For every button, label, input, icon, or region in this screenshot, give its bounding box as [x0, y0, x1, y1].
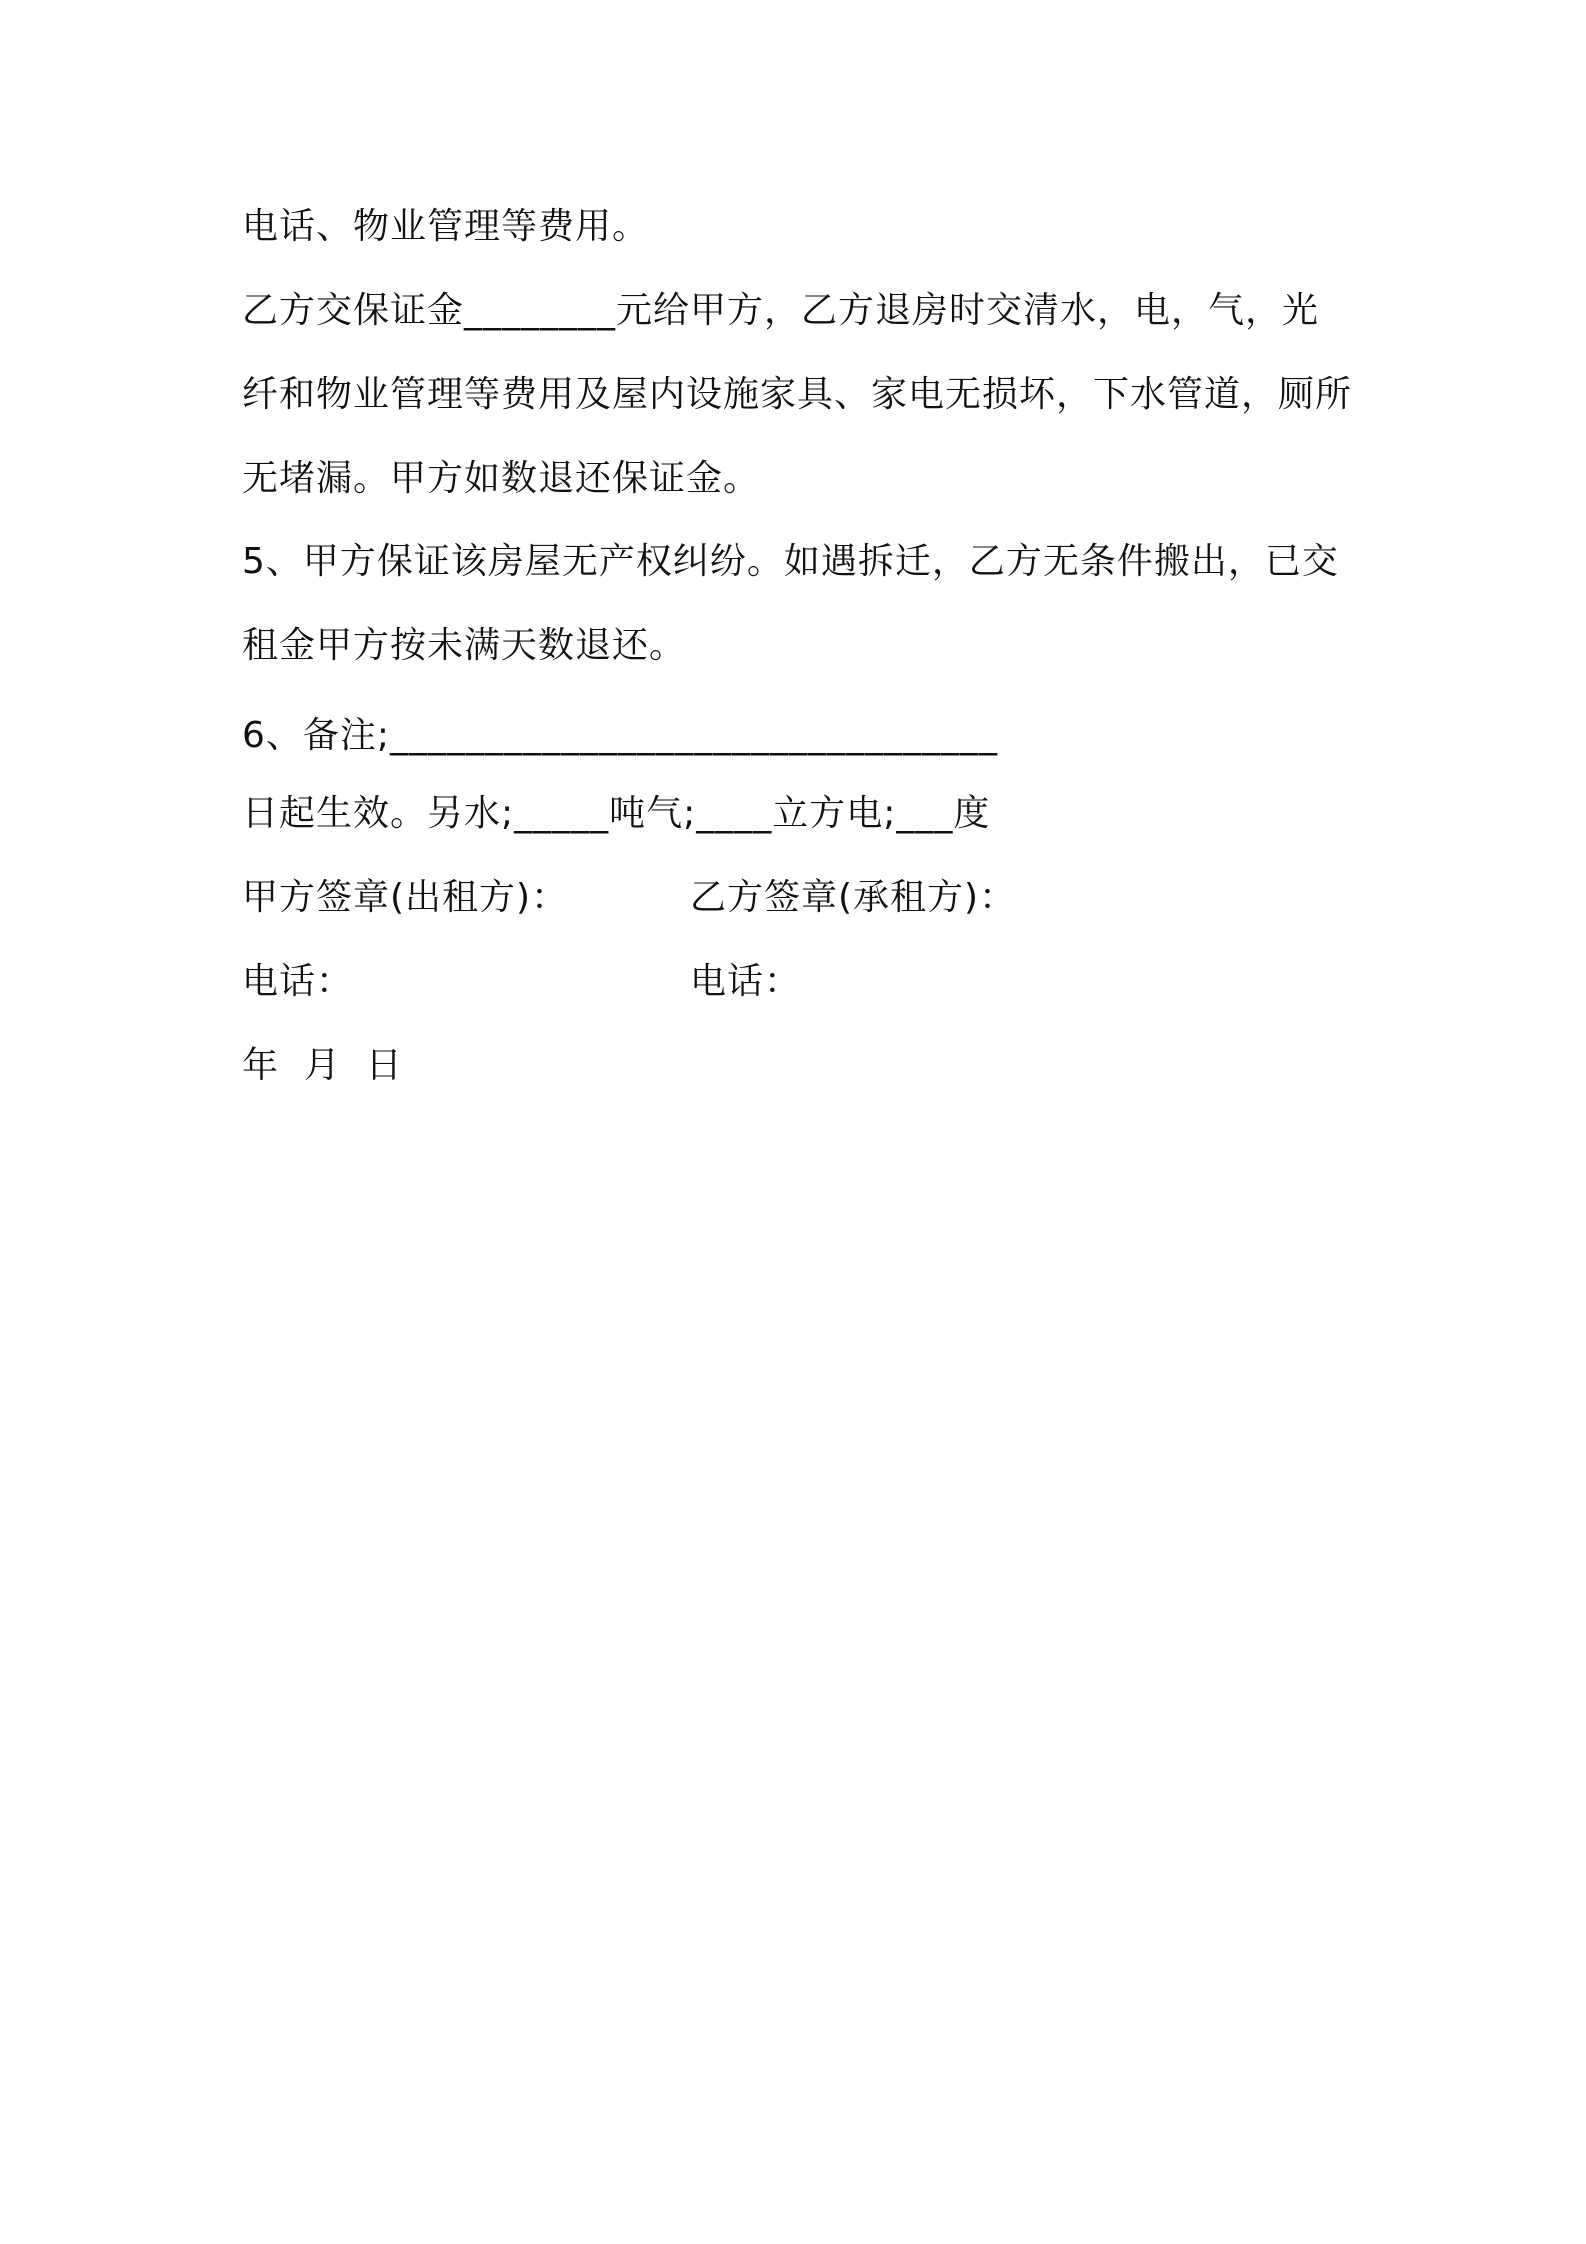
date-line: 年 月 日: [242, 1045, 403, 1086]
text-line-4: 无堵漏。甲方如数退还保证金。: [242, 458, 761, 499]
signature-row: [242, 874, 1017, 922]
party-a-phone-label: 电话：: [242, 961, 354, 1002]
text-line-3: 纤和物业管理等费用及屋内设施家具、家电无损坏，下水管道，厕所: [242, 374, 1353, 415]
phone-row: [242, 958, 802, 1006]
text-line-2: 乙方交保证金________元给甲方，乙方退房时交清水，电，气，光: [242, 290, 1320, 331]
party-a-seal-label: 甲方签章(出租方)：: [242, 877, 569, 918]
remarks-line: 6、备注;________________________________: [242, 715, 999, 756]
party-b-seal-label: 乙方签章(承租方)：: [690, 877, 1017, 918]
text-line-6: 租金甲方按未满天数退还。: [242, 625, 687, 666]
text-line-5: 5、甲方保证该房屋无产权纠纷。如遇拆迁，乙方无条件搬出，已交: [242, 541, 1339, 582]
text-line-1: 电话、物业管理等费用。: [242, 206, 650, 247]
party-b-phone-label: 电话：: [690, 961, 802, 1002]
effective-utilities-line: 日起生效。另水;_____吨气;____立方电;___度: [242, 793, 991, 834]
